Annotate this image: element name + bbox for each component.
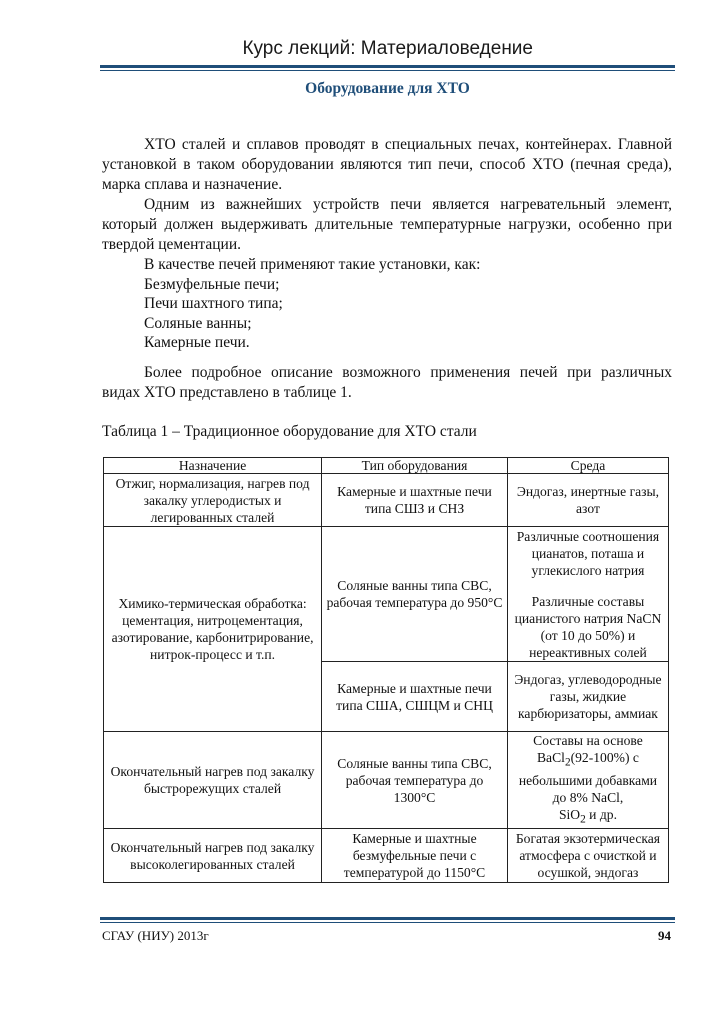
cell-purpose: Химико-термическая обработка: цементация, нитроцементация, азотирование, карбонитрирование, нитрок-процесс и т.п. [104,527,322,732]
cell-equipment: Соляные ванны типа СВС, рабочая температура до 950°С [322,527,508,662]
footer-rule-thick [100,917,675,920]
spacer [510,579,666,593]
header-purpose: Назначение [104,458,322,474]
cell-equipment: Камерные и шахтные печи типа СШЗ и СНЗ [322,474,508,527]
table-header-row [104,458,669,474]
cell-equipment: Камерные и шахтные безмуфельные печи с температурой до 1150°С [322,829,508,883]
running-header: Курс лекций: Материаловедение [242,38,533,59]
header-rule-thin [100,70,675,71]
section-title: Оборудование для ХТО [305,80,470,97]
paragraph-4: Более подробное описание возможного применения печей при различных видах ХТО представлено в таблице 1. [102,364,672,401]
header-rule-thick [100,65,675,68]
header-medium [507,458,668,474]
formula-text: BaCl [536,750,565,765]
table-row [104,527,669,662]
list-item: Камерные печи. [144,334,250,351]
cell-equipment: Соляные ванны типа СВС, рабочая температура до 1300°С [322,732,508,829]
formula-subscript: 2 [580,813,586,826]
medium-line: Различные соотношения цианатов, поташа и углекислого натрия [516,528,660,578]
cell-medium: Богатая экзотермическая атмосфера с очисткой и осушкой, эндогаз [507,829,668,883]
table-row [104,829,669,883]
page-number: 94 [658,928,671,943]
cell-medium: Эндогаз, инертные газы, азот [507,474,668,527]
header-equipment-label: Тип оборудования [361,458,468,473]
header-medium-label: Среда [570,458,606,473]
medium-line [510,806,666,829]
formula-tail: (92-100%) с [570,750,639,765]
medium-line: небольшими добавками [518,772,658,788]
cell-equipment: Камерные и шахтные печи типа СШA, СШЦМ и СНЦ [322,662,508,732]
paragraph-2: Одним из важнейших устройств печи является нагревательный элемент, который должен выдерживать длительные температурные нагрузки, особенно при твердой цементации. [102,196,672,253]
cell-medium [507,732,668,829]
formula-subscript: 2 [564,756,571,769]
footer-institution: СГАУ (НИУ) 2013г [102,928,209,943]
footer-rule-thin [100,922,675,923]
table-caption: Таблица 1 – Традиционное оборудование для ХТО стали [102,423,477,440]
header-equipment [322,458,508,474]
table-row [104,474,669,527]
medium-line [510,749,666,772]
medium-line: Составы на основе [533,733,643,748]
cell-medium: Эндогаз, углеводородные газы, жидкие карбюризаторы, аммиак [507,662,668,732]
table-row [104,732,669,829]
formula-text: SiO [558,806,581,822]
cell-purpose: Окончательный нагрев под закалку высоколегированных сталей [104,829,322,883]
medium-line: до 8% NaCl, [552,789,624,805]
list-item: Безмуфельные печи; [144,276,280,293]
paragraph-1: ХТО сталей и сплавов проводят в специальных печах, контейнерах. Главной установкой в таком оборудовании являются тип печи, способ ХТО (печная среда), марка сплава и назначение. [102,136,672,193]
medium-line: Различные составы цианистого натрия NaCN (от 10 до 50%) и нереактивных солей [514,593,662,660]
cell-medium [507,527,668,662]
list-item: Соляные ванны; [144,315,252,332]
formula-tail: и др. [585,806,617,822]
equipment-table [103,457,669,883]
list-item: Печи шахтного типа; [144,295,283,312]
cell-purpose: Окончательный нагрев под закалку быстрорежущих сталей [104,732,322,829]
cell-purpose: Отжиг, нормализация, нагрев под закалку углеродистых и легированных сталей [104,474,322,527]
paragraph-3: В качестве печей применяют такие установки, как: [144,256,481,273]
